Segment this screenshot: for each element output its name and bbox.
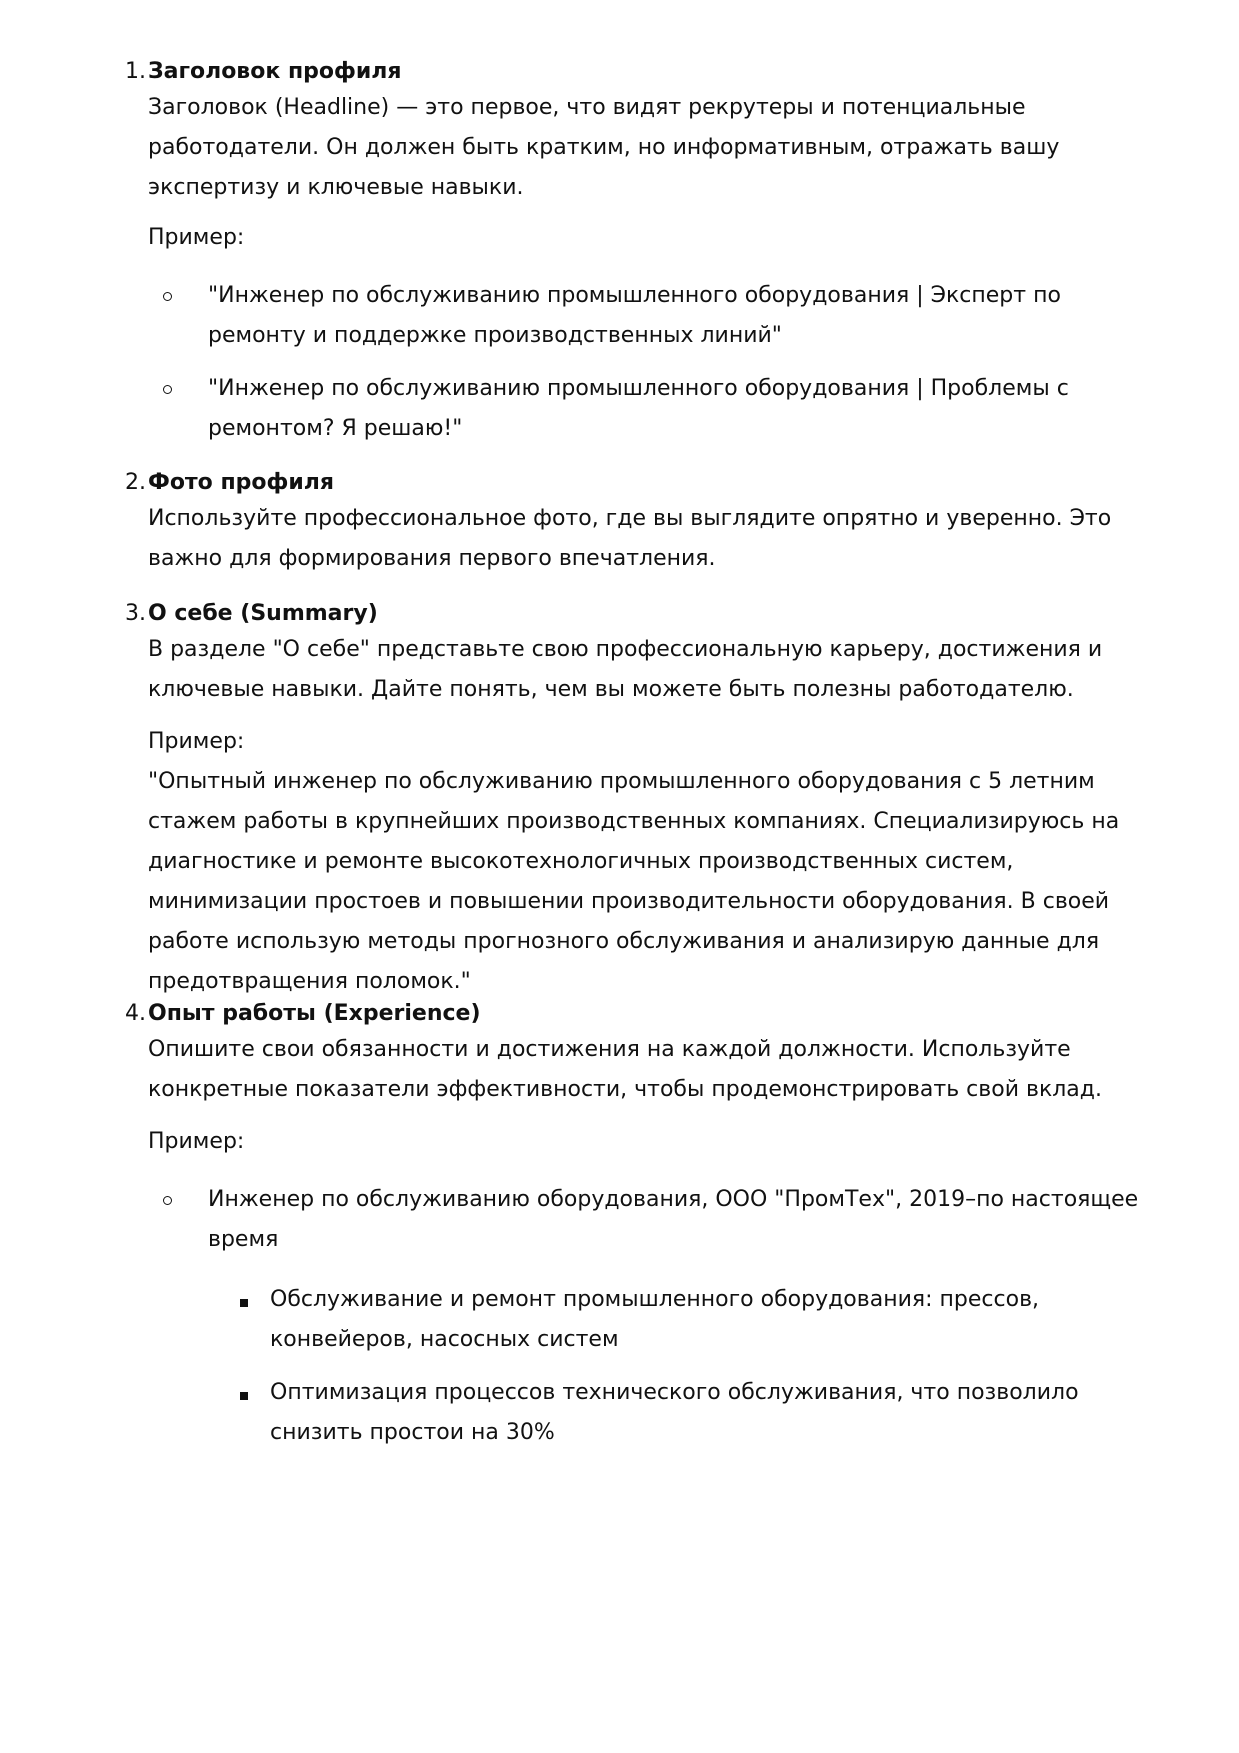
list-item <box>208 369 1069 449</box>
example-line: работе использую методы прогнозного обслуживания и анализирую данные для <box>148 929 1100 954</box>
body-line: Опишите свои обязанности и достижения на каждой должности. Используйте <box>148 1037 1071 1062</box>
sub-list-item-line: Оптимизация процессов технического обслуживания, что позволило <box>270 1380 1079 1405</box>
section-number: 3. <box>125 601 146 626</box>
section-title: О себе (Summary) <box>148 601 378 626</box>
body-line: важно для формирования первого впечатления. <box>148 546 716 571</box>
section-body <box>148 499 1111 579</box>
list-item-line: время <box>208 1227 279 1252</box>
section-title: Фото профиля <box>148 470 335 495</box>
list-item-line: ремонту и поддержке производственных линий" <box>208 323 782 348</box>
body-line: работодатели. Он должен быть кратким, но информативным, отражать вашу <box>148 135 1060 160</box>
section-body <box>148 630 1102 710</box>
list-item-line: "Инженер по обслуживанию промышленного оборудования | Эксперт по <box>208 283 1061 308</box>
list-item-job <box>208 1180 1138 1260</box>
list-item-line: "Инженер по обслуживанию промышленного оборудования | Проблемы с <box>208 376 1069 401</box>
list-item-line: Инженер по обслуживанию оборудования, ООО "ПромТех", 2019–по настоящее <box>208 1187 1139 1212</box>
sub-list-item-line: снизить простои на 30% <box>270 1420 555 1445</box>
sub-list-item <box>270 1373 1079 1453</box>
sub-list-item-line: конвейеров, насосных систем <box>270 1327 619 1352</box>
body-line: конкретные показатели эффективности, чтобы продемонстрировать свой вклад. <box>148 1077 1102 1102</box>
example-block <box>148 722 1119 1002</box>
example-line: "Опытный инженер по обслуживанию промышленного оборудования с 5 летним <box>148 769 1095 794</box>
body-line: Используйте профессиональное фото, где вы выглядите опрятно и уверенно. Это <box>148 506 1112 531</box>
section-title: Опыт работы (Experience) <box>148 1001 481 1026</box>
example-line: стажем работы в крупнейших производственных компаниях. Специализируюсь на <box>148 809 1120 834</box>
square-bullet-icon <box>240 1392 248 1400</box>
example-label: Пример: <box>148 729 245 754</box>
body-line: Заголовок (Headline) — это первое, что видят рекрутеры и потенциальные <box>148 95 1026 120</box>
sub-list-item-line: Обслуживание и ремонт промышленного оборудования: прессов, <box>270 1287 1040 1312</box>
body-line: В разделе "О себе" представьте свою профессиональную карьеру, достижения и <box>148 637 1103 662</box>
body-line: ключевые навыки. Дайте понять, чем вы можете быть полезны работодателю. <box>148 677 1074 702</box>
section-body <box>148 1030 1102 1110</box>
section-title: Заголовок профиля <box>148 59 402 84</box>
example-label: Пример: <box>148 225 245 250</box>
example-line: предотвращения поломок." <box>148 969 471 994</box>
list-item-line: ремонтом? Я решаю!" <box>208 416 463 441</box>
example-label: Пример: <box>148 1129 245 1154</box>
section-number: 2. <box>125 470 146 495</box>
circle-bullet-icon <box>163 292 172 301</box>
section-number: 4. <box>125 1001 146 1026</box>
list-item <box>208 276 1061 356</box>
sub-list-item <box>270 1280 1039 1360</box>
circle-bullet-icon <box>163 1196 172 1205</box>
circle-bullet-icon <box>163 385 172 394</box>
section-body <box>148 88 1059 208</box>
body-line: экспертизу и ключевые навыки. <box>148 175 524 200</box>
example-line: минимизации простоев и повышении производительности оборудования. В своей <box>148 889 1110 914</box>
example-line: диагностике и ремонте высокотехнологичных производственных систем, <box>148 849 1014 874</box>
section-number: 1. <box>125 59 146 84</box>
square-bullet-icon <box>240 1299 248 1307</box>
